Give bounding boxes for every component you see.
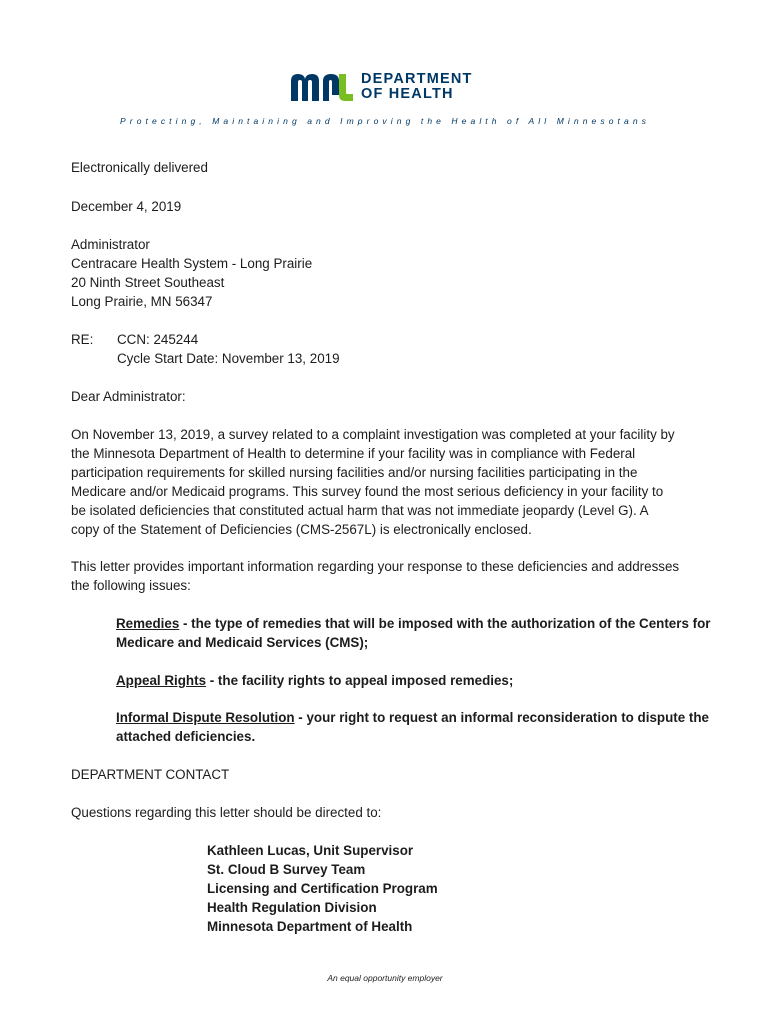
contact-line: Health Regulation Division	[207, 900, 377, 915]
issue-title: Remedies	[116, 616, 180, 631]
contact-line: Minnesota Department of Health	[207, 919, 413, 934]
mn-logo-icon	[289, 71, 355, 103]
issue-appeal-rights	[116, 671, 716, 690]
body-line: the Minnesota Department of Health to determine if your facility was in compliance with Federal	[71, 446, 636, 461]
issue-text: - the type of remedies that will be imposed with the authorization of the Centers for	[179, 616, 711, 631]
footer-note: An equal opportunity employer	[327, 973, 443, 983]
issue-text: - the facility rights to appeal imposed remedies;	[206, 673, 514, 688]
contact-heading: DEPARTMENT CONTACT	[71, 767, 230, 782]
salutation: Dear Administrator:	[71, 389, 186, 404]
issue-informal-dispute	[116, 708, 716, 746]
body-paragraph-1	[71, 425, 711, 539]
re-line: Cycle Start Date: November 13, 2019	[117, 351, 340, 366]
issue-title: Appeal Rights	[116, 673, 207, 688]
tagline: Protecting, Maintaining and Improving the Health of All Minnesotans	[120, 116, 650, 126]
body-line: Medicare and/or Medicaid programs. This survey found the most serious deficiency in your facility to	[71, 484, 664, 499]
body-line: the following issues:	[71, 578, 191, 593]
contact-line: St. Cloud B Survey Team	[207, 862, 366, 877]
body-line: participation requirements for skilled nursing facilities and/or nursing facilities participating in the	[71, 465, 638, 480]
address-line: 20 Ninth Street Southeast	[71, 275, 225, 290]
body-line: On November 13, 2019, a survey related to a complaint investigation was completed at your facility by	[71, 427, 675, 442]
contact-block	[207, 841, 438, 936]
issue-text: Medicare and Medicaid Services (CMS);	[116, 635, 369, 650]
issue-title: Informal Dispute Resolution	[116, 710, 295, 725]
logo-line-2: OF HEALTH	[361, 86, 454, 102]
contact-line: Kathleen Lucas, Unit Supervisor	[207, 843, 414, 858]
body-line: copy of the Statement of Deficiencies (CMS-2567L) is electronically enclosed.	[71, 522, 532, 537]
address-line: Centracare Health System - Long Prairie	[71, 256, 313, 271]
body-line: This letter provides important information regarding your response to these deficiencies and addresses	[71, 559, 680, 574]
re-label: RE:	[71, 332, 94, 347]
body-line: be isolated deficiencies that constituted actual harm that was not immediate jeopardy (Level G). A	[71, 503, 649, 518]
recipient-address	[71, 235, 711, 311]
logo-wordmark	[361, 72, 473, 102]
logo-line-1: DEPARTMENT	[361, 71, 473, 87]
mdh-logo	[289, 70, 473, 104]
contact-intro: Questions regarding this letter should be directed to:	[71, 805, 382, 820]
address-line: Long Prairie, MN 56347	[71, 294, 213, 309]
letter-date: December 4, 2019	[71, 199, 182, 214]
contact-line: Licensing and Certification Program	[207, 881, 438, 896]
issue-text: attached deficiencies.	[116, 729, 256, 744]
body-paragraph-2	[71, 557, 711, 595]
issue-text: - your right to request an informal reconsideration to dispute the	[294, 710, 709, 725]
re-line: CCN: 245244	[117, 332, 199, 347]
address-line: Administrator	[71, 237, 150, 252]
delivery-note: Electronically delivered	[71, 160, 208, 175]
issue-remedies	[116, 614, 716, 652]
